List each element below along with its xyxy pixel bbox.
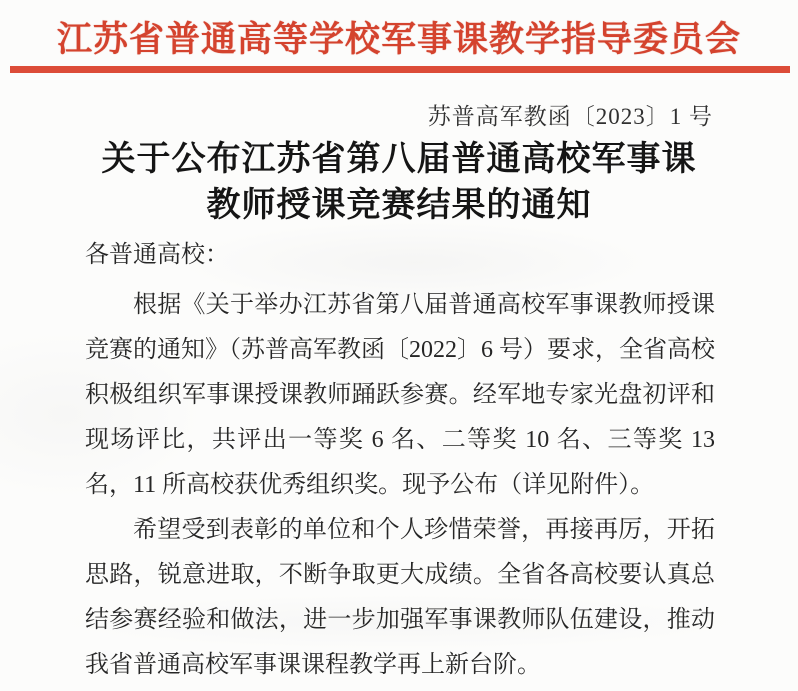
salutation: 各普通高校： [85, 242, 229, 268]
letterhead-double-rule [10, 66, 790, 73]
document-title-line2: 教师授课竞赛结果的通知 [206, 186, 592, 224]
document-body [85, 233, 715, 688]
letterhead-org-name: 江苏省普通高等学校军事课教学指导委员会 [56, 20, 741, 59]
document-reference-number: 苏普高军教函〔2023〕1 号 [427, 104, 713, 129]
body-paragraph-1: 根据《关于举办江苏省第八届普通高校军事课教师授课竞赛的通知》（苏普高军教函〔2022〕6 号）要求，全省高校积极组织军事课授课教师踊跃参赛。经军地专家光盘初评和现场评比，共评出一等奖 6 名、二等奖 10 名、三等奖 13 名，11 所高校获优秀组织奖。现予公布（详见附件）。 [85, 292, 715, 498]
body-paragraph-2: 希望受到表彰的单位和个人珍惜荣誉，再接再厉，开拓思路，锐意进取，不断争取更大成绩。全省各高校要认真总结参赛经验和做法，进一步加强军事课教师队伍建设，推动我省普通高校军事课课程教学再上新台阶。 [85, 517, 715, 678]
document-title-line1: 关于公布江苏省第八届普通高校军事课 [101, 140, 697, 178]
document-title [0, 136, 798, 228]
